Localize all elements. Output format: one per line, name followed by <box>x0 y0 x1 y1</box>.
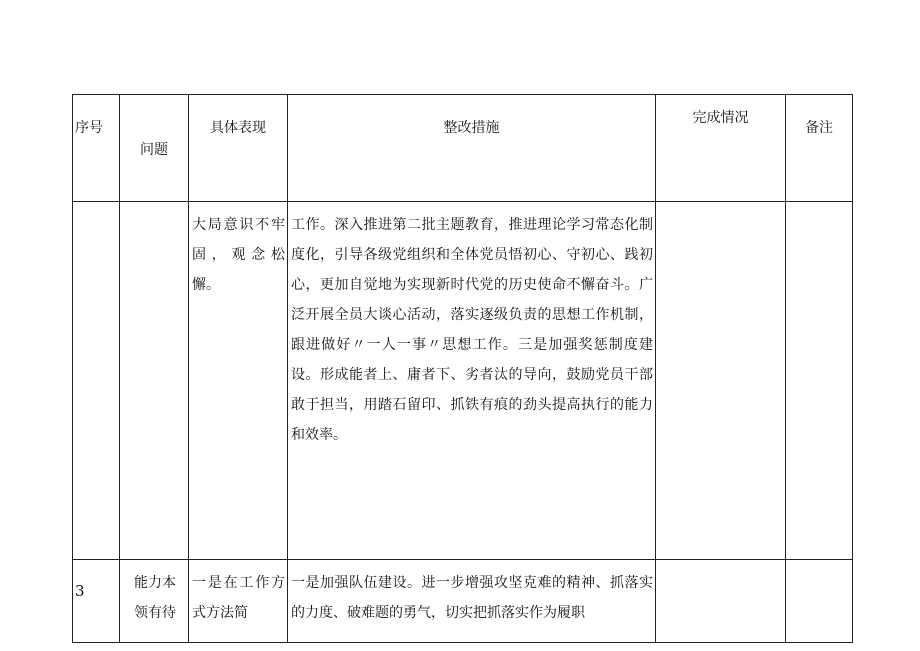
row-completion <box>656 560 786 643</box>
row-performance: 一是在工作方式方法简 <box>189 560 288 643</box>
header-measures: 整改措施 <box>288 95 656 202</box>
row-performance: 大局意识不牢固，观念松懈。 <box>189 202 288 560</box>
row-seq: 3 <box>73 560 120 643</box>
row-completion <box>656 202 786 560</box>
row-remarks <box>786 202 853 560</box>
header-performance: 具体表现 <box>189 95 288 202</box>
header-issue: 问题 <box>120 95 189 202</box>
row-measures: 一是加强队伍建设。进一步增强攻坚克难的精神、抓落实的力度、破难题的勇气，切实把抓落实作为履职 <box>288 560 656 643</box>
header-seq: 序号 <box>73 95 120 202</box>
row-seq <box>73 202 120 560</box>
row-remarks <box>786 560 853 643</box>
header-completion: 完成情况 <box>656 95 786 202</box>
rectification-table <box>72 94 853 643</box>
header-remarks: 备注 <box>786 95 853 202</box>
row-issue: 能力本领有待 <box>120 560 189 643</box>
table-row <box>73 202 853 560</box>
row-measures: 工作。深入推进第二批主题教育，推进理论学习常态化制度化，引导各级党组织和全体党员悟初心、守初心、践初心，更加自觉地为实现新时代党的历史使命不懈奋斗。广泛开展全员大谈心活动，落实逐级负责的思想工作机制，跟进做好〃一人一事〃思想工作。三是加强奖惩制度建设。形成能者上、庸者下、劣者汰的导向，鼓励党员干部敢于担当，用踏石留印、抓铁有痕的劲头提高执行的能力和效率。 <box>288 202 656 560</box>
row-issue <box>120 202 189 560</box>
header-row <box>73 95 853 202</box>
table-row <box>73 560 853 643</box>
